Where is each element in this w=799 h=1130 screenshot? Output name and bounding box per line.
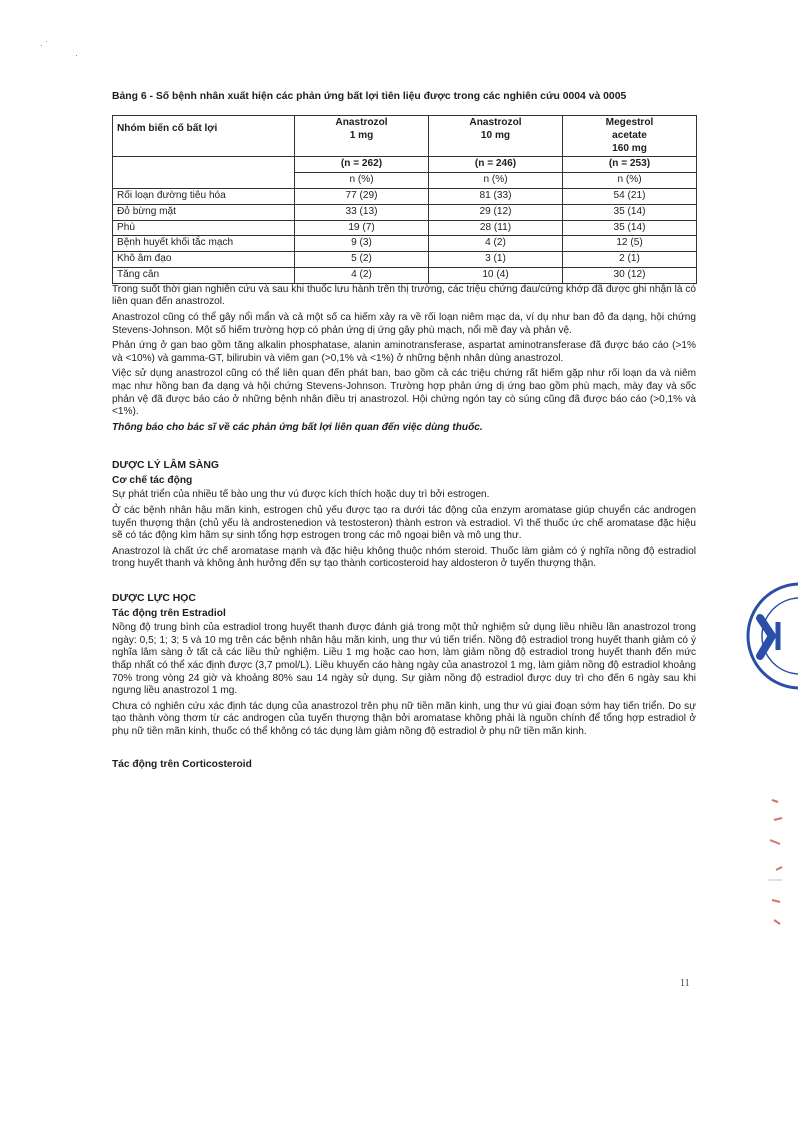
scan-dot-mark: · [75, 50, 78, 60]
column-header: Megestrol acetate 160 mg [563, 116, 697, 157]
table-unit-row [113, 173, 697, 189]
red-ink-mark-icon [762, 780, 792, 940]
document-content [112, 90, 696, 771]
value-cell: 19 (7) [295, 220, 429, 236]
n-cell: (n = 262) [295, 157, 429, 173]
table-row [113, 236, 697, 252]
body-paragraph: Phản ứng ở gan bao gồm tăng alkalin phosphatase, alanin aminotransferase, aspartat aminotransferase đã được báo cáo (>1% và <10%) và gamma-GT, bilirubin và viêm gan (>0,1% và <1%) ở những bệnh nhân dùng anastrozol. [112, 340, 696, 364]
value-cell: 35 (14) [563, 220, 697, 236]
adverse-reactions-table [112, 115, 697, 284]
value-cell: 54 (21) [563, 188, 697, 204]
subsection-title-corticosteroid: Tác động trên Corticosteroid [112, 758, 252, 770]
value-cell: 9 (3) [295, 236, 429, 252]
row-label: Rối loạn đường tiêu hóa [113, 188, 295, 204]
value-cell: 30 (12) [563, 267, 697, 283]
table-row [113, 220, 697, 236]
subsection-title-estradiol: Tác động trên Estradiol [112, 607, 226, 619]
table-row [113, 252, 697, 268]
company-seal-icon [738, 576, 798, 696]
value-cell: 12 (5) [563, 236, 697, 252]
body-paragraph: Chưa có nghiên cứu xác định tác dụng của anastrozol trên phụ nữ tiền mãn kinh, ung thư vú giai đoạn sớm hay tiến triển. Do sự tạo thành vòng thơm từ các androgen của tuyến thượng thận bởi aromatase không phải là nguồn chính để tổng hợp estradiol ở phụ nữ tiền mãn kinh, thuốc có thể không có tác dụng làm giảm nồng độ estradiol ở phụ nữ tiền mãn kinh. [112, 700, 696, 737]
value-cell: 81 (33) [429, 188, 563, 204]
body-paragraph: Việc sử dụng anastrozol cũng có thể liên quan đến phát ban, bao gồm cả các triệu chứng rất hiếm gặp như rối loạn da và niêm mạc như hồng ban đa dạng và hội chứng Stevens-Johnson. Trường hợp phản ứng dị ứng bao gồm phù mạch, mày đay và sốc phản vệ đã được báo cáo ở những bệnh nhân điều trị anastrozol. Hội chứng ngón tay cò súng cũng đã được báo cáo (>0,1% và <1%). [112, 368, 696, 418]
header-group-cell: Nhóm biến cố bất lợi [113, 116, 295, 157]
row-label: Phù [113, 220, 295, 236]
table-row [113, 204, 697, 220]
column-header: Anastrozol 1 mg [295, 116, 429, 157]
subsection-title-mechanism: Cơ chế tác động [112, 474, 193, 486]
value-cell: 5 (2) [295, 252, 429, 268]
value-cell: 4 (2) [295, 267, 429, 283]
section-title-pharmacodynamics: DƯỢC LỰC HỌC [112, 593, 196, 605]
row-label: Đỏ bừng mặt [113, 204, 295, 220]
empty-cell [113, 173, 295, 189]
n-cell: (n = 253) [563, 157, 697, 173]
body-paragraph: Anastrozol cũng có thể gây nổi mẩn và cả một số ca hiếm xảy ra về rối loạn niêm mạc da, ví dụ như ban đỏ đa dạng, hội chứng Stevens-Johnson. Một số hiếm trường hợp có phản ứng dị ứng gây phù mạch, nổi mề đay và phản vệ. [112, 311, 696, 336]
body-paragraph: Ở các bệnh nhân hậu mãn kinh, estrogen chủ yếu được tạo ra dưới tác động của enzym aromatase giúp chuyển các androgen tuyến thượng thận (chủ yếu là androstenedion và testosteron) thành estron và estradiol. Vì thế thuốc ức chế aromatase đặc hiệu sẽ có tác động kìm hãm sự sinh tổng hợp estrogen trong các mô ngoại biên và mô ung thư. [112, 505, 696, 542]
value-cell: 2 (1) [563, 252, 697, 268]
row-label: Bệnh huyết khối tắc mạch [113, 236, 295, 252]
page-number: 11 [680, 978, 690, 989]
value-cell: 33 (13) [295, 204, 429, 220]
row-label: Khô âm đạo [113, 252, 295, 268]
doctor-notice: Thông báo cho bác sĩ về các phản ứng bất lợi liên quan đến việc dùng thuốc. [112, 421, 483, 433]
value-cell: 77 (29) [295, 188, 429, 204]
value-cell: 29 (12) [429, 204, 563, 220]
value-cell: 4 (2) [429, 236, 563, 252]
body-paragraph: Trong suốt thời gian nghiên cứu và sau khi thuốc lưu hành trên thị trường, các triệu chứng đau/cứng khớp đã được ghi nhận là có liên quan đến anastrozol. [112, 283, 696, 308]
scan-dot-mark: · ˙ [40, 40, 49, 50]
empty-cell [113, 157, 295, 173]
body-paragraph: Nồng độ trung bình của estradiol trong huyết thanh được đánh giá trong một thử nghiệm sử dụng liều nhiều lần anastrozol trong ngày: 0,5; 1; 3; 5 và 10 mg trên các bệnh nhân hậu mãn kinh, ung thư vú tiến triển. Nồng độ estradiol trong huyết thanh giảm có ý nghĩa lâm sàng ở tất cả các liều thử nghiệm. Liều 1 mg hoặc cao hơn, làm giảm nồng độ estradiol trong huyết thanh đến mức thấp nhất có thể xác định được (3,7 pmol/L). Liều khuyến cáo hàng ngày của anastrozol 1 mg, làm giảm nồng độ estradiol khoảng 70% trong vòng 24 giờ và khoảng 80% sau 14 ngày sử dụng. Sự giảm nồng độ estradiol được duy trì cho đến 6 ngày sau khi ngưng liều anastrozol 1 mg. [112, 622, 696, 697]
body-paragraph: Sự phát triển của nhiều tế bào ung thư vú được kích thích hoặc duy trì bởi estrogen. [112, 489, 490, 501]
table-row [113, 188, 697, 204]
row-label: Tăng cân [113, 267, 295, 283]
value-cell: 3 (1) [429, 252, 563, 268]
unit-cell: n (%) [563, 173, 697, 189]
n-cell: (n = 246) [429, 157, 563, 173]
section-title-clinical: DƯỢC LÝ LÂM SÀNG [112, 460, 219, 472]
table-header-row [113, 116, 697, 157]
value-cell: 35 (14) [563, 204, 697, 220]
unit-cell: n (%) [295, 173, 429, 189]
table-n-row [113, 157, 697, 173]
body-paragraph: Anastrozol là chất ức chế aromatase mạnh và đặc hiệu không thuộc nhóm steroid. Thuốc làm giảm có ý nghĩa nồng độ estradiol trong huyết thanh và không ảnh hưởng đến sự tạo thành corticosteroid hay aldosteron ở tuyến thượng thận. [112, 545, 696, 570]
column-header: Anastrozol 10 mg [429, 116, 563, 157]
value-cell: 10 (4) [429, 267, 563, 283]
table-row [113, 267, 697, 283]
unit-cell: n (%) [429, 173, 563, 189]
value-cell: 28 (11) [429, 220, 563, 236]
table-caption: Bảng 6 - Số bệnh nhân xuất hiện các phản ứng bất lợi tiên liệu được trong các nghiên cứu 0004 và 0005 [112, 91, 627, 102]
